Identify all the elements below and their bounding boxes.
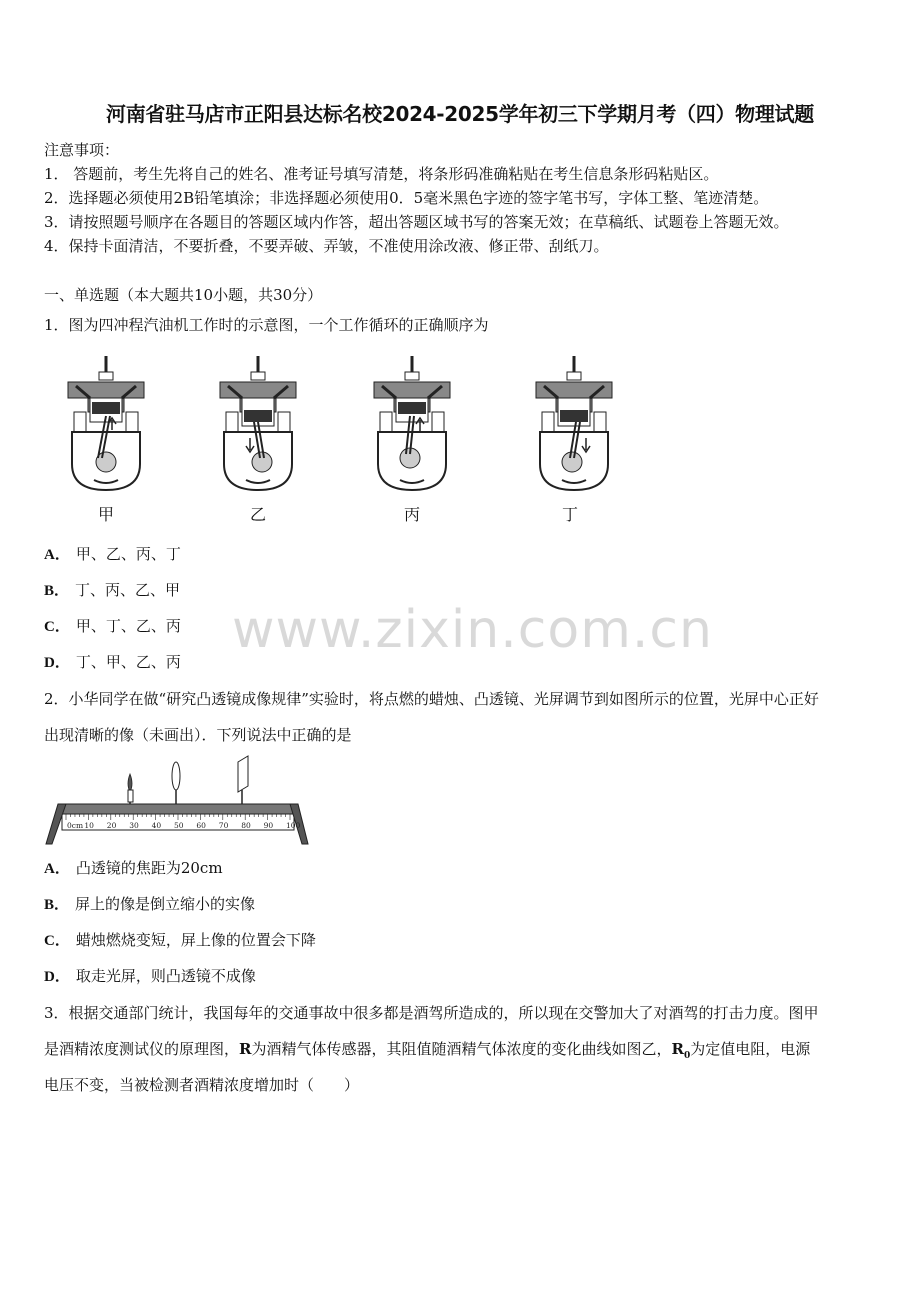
- ruler-tick-label: 0cm: [67, 821, 84, 830]
- notice-item: 1． 答题前，考生先将自己的姓名、准考证号填写清楚，将条形码准确粘贴在考生信息条形码粘贴区。: [44, 165, 719, 183]
- notice-item: 4．保持卡面清洁，不要折叠，不要弄破、弄皱，不准使用涂改液、修正带、刮纸刀。: [44, 237, 609, 255]
- option-b: B． 丁、丙、乙、甲: [44, 581, 181, 599]
- question-1-stem: 1．图为四冲程汽油机工作时的示意图，一个工作循环的正确顺序为: [44, 316, 489, 334]
- ruler-tick-label: 70: [218, 821, 229, 830]
- ruler-tick-label: 20: [106, 821, 117, 830]
- watermark: www.zixin.com.cn: [232, 600, 713, 660]
- ruler-tick-label: 90: [263, 821, 274, 830]
- question-3-stem: 电压不变，当被检测者酒精浓度增加时（ ）: [44, 1076, 360, 1094]
- question-3-stem: 3．根据交通部门统计，我国每年的交通事故中很多都是酒驾所造成的，所以现在交警加大了对酒驾的打击力度。图甲: [44, 1004, 819, 1022]
- page-title: 河南省驻马店市正阳县达标名校2024-2025学年初三下学期月考（四）物理试题: [106, 102, 814, 126]
- figure-label: 丁: [561, 505, 578, 524]
- notice-item: 3．请按照题号顺序在各题目的答题区域内作答，超出答题区域书写的答案无效；在草稿纸、试题卷上答题无效。: [44, 213, 789, 231]
- engine-diagram-jia: [64, 354, 148, 494]
- engine-diagram-yi: [216, 354, 300, 494]
- notice-heading: 注意事项：: [44, 141, 120, 159]
- section-heading: 一、单选题（本大题共10小题，共30分）: [44, 286, 323, 304]
- option-d: D． 取走光屏，则凸透镜不成像: [44, 967, 256, 985]
- figure-label: 甲: [97, 505, 114, 524]
- question-3-stem: 是酒精浓度测试仪的原理图，R为酒精气体传感器，其阻值随酒精气体浓度的变化曲线如图乙，$R_0$为定值电阻，电源: [44, 1040, 811, 1061]
- option-a: A． 凸透镜的焦距为20cm: [44, 859, 223, 877]
- engine-diagram-ding: [532, 354, 616, 494]
- option-c: C． 蜡烛燃烧变短，屏上像的位置会下降: [44, 931, 316, 949]
- ruler-tick-label: 40: [151, 821, 162, 830]
- question-2-stem: 2．小华同学在做“研究凸透镜成像规律”实验时，将点燃的蜡烛、凸透镜、光屏调节到如图所示的位置，光屏中心正好: [44, 690, 819, 708]
- option-b: B． 屏上的像是倒立缩小的实像: [44, 895, 256, 913]
- ruler-tick-label: 50: [174, 821, 184, 830]
- ruler-tick-label: 60: [196, 821, 206, 830]
- ruler-tick-label: 80: [241, 821, 251, 830]
- figure-label: 丙: [403, 505, 420, 524]
- option-d: D． 丁、甲、乙、丙: [44, 653, 181, 671]
- ruler-tick-label: 30: [129, 821, 139, 830]
- figure-label: 乙: [249, 505, 266, 524]
- option-c: C． 甲、丁、乙、丙: [44, 617, 181, 635]
- engine-diagram-bing: [370, 354, 454, 494]
- optical-bench-diagram: [44, 754, 310, 850]
- ruler-tick-label: 10: [84, 821, 94, 830]
- ruler-tick-label: 100: [286, 821, 301, 830]
- notice-item: 2．选择题必须使用2B铅笔填涂；非选择题必须使用0．5毫米黑色字迹的签字笔书写，字体工整、笔迹清楚。: [44, 189, 769, 207]
- question-2-stem: 出现清晰的像（未画出）．下列说法中正确的是: [44, 726, 352, 744]
- option-a: A． 甲、乙、丙、丁: [44, 545, 181, 563]
